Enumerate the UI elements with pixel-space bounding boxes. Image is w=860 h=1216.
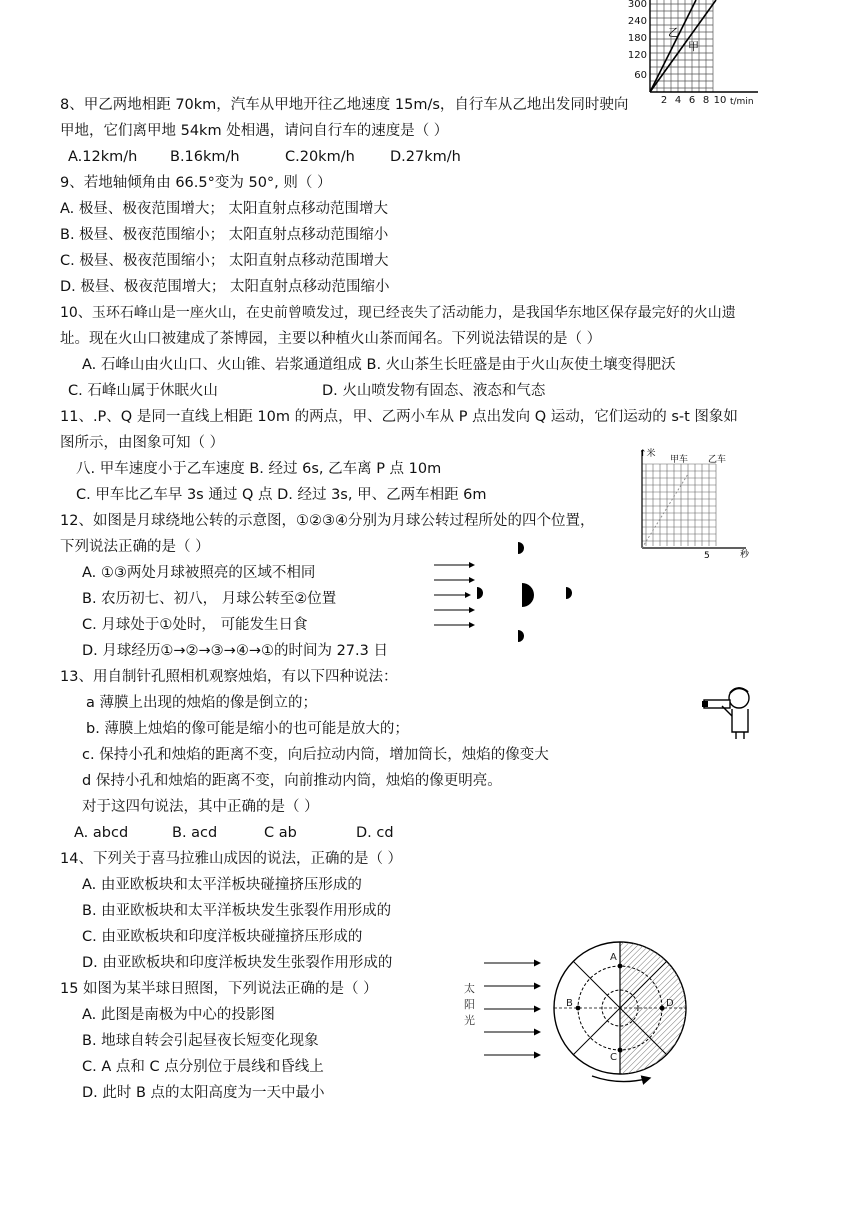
q15-sunlight-label-3: 光 [464,1014,475,1027]
q15-sunlight-diagram [460,936,700,1088]
q15-sunlight-label-2: 阳 [464,998,475,1011]
q13-statement-b: b. 薄膜上烛焰的像可能是缩小的也可能是放大的； [86,721,409,737]
q10-option-c: C. 石峰山属于休眠火山 [68,383,218,399]
q14-stem: 14、下列关于喜马拉雅山成因的说法，正确的是（ ） [60,851,403,867]
q13-statement-c: c. 保持小孔和烛焰的距离不变，向后拉动内筒，增加筒长，烛焰的像变大 [82,747,549,763]
q10-stem-line-2: 址。现在火山口被建成了茶博园，主要以种植火山茶而闻名。下列说法错误的是（ ） [60,331,602,347]
q11-stem-line-2: 图所示，由图象可知（ ） [60,435,225,451]
q12-moon-left [477,587,483,599]
q11-stem-line-1: 11、.P、Q 是同一直线上相距 10m 的两点，甲、乙两小车从 P 点出发向 Q 运动，它们运动的 s-t 图象如 [60,409,738,425]
q15-option-a: A. 此图是南极为中心的投影图 [82,1007,275,1023]
q8-option-c: C.20km/h [285,149,355,165]
q12-option-a: A. ①③两处月球被照亮的区域不相同 [82,565,316,581]
q11-y-unit: ↑米 [639,449,656,459]
q9-stem: 9、若地轴倾角由 66.5°变为 50°, 则（ ） [60,175,332,191]
q13-statement-d: d 保持小孔和烛焰的距离不变，向前推动内筒，烛焰的像更明亮。 [82,773,502,789]
q8-x-tick: 8 [702,95,710,106]
q8-option-b: B.16km/h [170,149,240,165]
q13-option-d: D. cd [356,825,394,841]
q9-option-c: C. 极昼、极夜范围缩小； 太阳直射点移动范围增大 [60,253,389,269]
q14-option-b: B. 由亚欧板块和太平洋板块发生张裂作用形成的 [82,903,392,919]
q8-option-d: D.27km/h [390,149,461,165]
q13-pinhole-camera-person-illustration [702,684,756,740]
q12-moon-bottom [518,630,524,642]
q8-st-graph [616,0,760,108]
q15-option-d: D. 此时 B 点的太阳高度为一天中最小 [82,1085,325,1101]
q8-label-yi: 乙 [668,26,679,39]
q10-stem-line-1: 10、玉环石峰山是一座火山，在史前曾喷发过，现已经丧失了活动能力，是我国华东地区保存最完好的火山遗 [60,305,736,321]
q11-label-jia: 甲车 [670,455,689,465]
q12-moon-orbit-diagram [430,536,580,648]
q11-x-tick: 5 [704,551,710,561]
q10-option-ab: A. 石峰山由火山口、火山锥、岩浆通道组成 B. 火山茶生长旺盛是由于火山灰使土壤变得肥沃 [82,357,676,373]
q15-point-d: D [666,998,674,1009]
q8-x-tick: 4 [674,95,682,106]
q11-x-unit: 秒 [740,550,750,560]
q8-y-tick: 60 [634,70,647,81]
q12-option-c: C. 月球处于①处时， 可能发生日食 [82,617,308,633]
q15-point-b: B [566,998,573,1009]
q12-option-d: D. 月球经历①→②→③→④→①的时间为 27.3 日 [82,643,388,659]
q15-option-c: C. A 点和 C 点分别位于晨线和昏线上 [82,1059,324,1075]
q13-prompt: 对于这四句说法，其中正确的是（ ） [82,799,319,815]
q8-x-tick: 6 [688,95,696,106]
q8-stem-line-2: 甲地，它们离甲地 54km 处相遇，请问自行车的速度是（ ） [60,123,449,139]
q13-option-b: B. acd [172,825,218,841]
q8-y-tick: 300 [627,0,647,10]
q8-x-unit: t/min [730,97,754,107]
q8-y-tick: 180 [627,33,647,44]
q12-stem-line-1: 12、如图是月球绕地公转的示意图，①②③④分别为月球公转过程所处的四个位置， [60,513,595,529]
q14-option-d: D. 由亚欧板块和印度洋板块发生张裂作用形成的 [82,955,393,971]
q12-stem-line-2: 下列说法正确的是（ ） [60,539,210,555]
q14-option-a: A. 由亚欧板块和太平洋板块碰撞挤压形成的 [82,877,362,893]
q9-option-d: D. 极昼、极夜范围增大； 太阳直射点移动范围缩小 [60,279,390,295]
q9-option-b: B. 极昼、极夜范围缩小； 太阳直射点移动范围缩小 [60,227,389,243]
q8-stem-line-1: 8、甲乙两地相距 70km，汽车从甲地开往乙地速度 15m/s，自行车从乙地出发同时驶向 [60,97,629,113]
q13-option-c: C ab [264,825,297,841]
q12-option-b: B. 农历初七、初八， 月球公转至②位置 [82,591,337,607]
q11-st-graph [636,444,760,564]
q15-sunlight-label-1: 太 [464,982,475,995]
q15-point-c: C [610,1052,617,1063]
q8-y-tick: 120 [627,50,647,61]
q10-option-d: D. 火山喷发物有固态、液态和气态 [322,383,546,399]
q8-x-tick: 2 [660,95,668,106]
q8-y-tick: 240 [627,16,647,27]
q8-x-tick: 10 [713,95,727,106]
q15-stem: 15 如图为某半球日照图，下列说法正确的是（ ） [60,981,378,997]
q12-moon-right [566,587,572,599]
q11-option-ab: 八. 甲车速度小于乙车速度 B. 经过 6s, 乙车离 P 点 10m [76,461,442,477]
q12-moon-top [518,542,524,554]
q13-stem: 13、用自制针孔照相机观察烛焰，有以下四种说法： [60,669,398,685]
q13-statement-a: a 薄膜上出现的烛焰的像是倒立的； [86,695,317,711]
q15-option-b: B. 地球自转会引起昼夜长短变化现象 [82,1033,319,1049]
q13-option-a: A. abcd [74,825,129,841]
q9-option-a: A. 极昼、极夜范围增大； 太阳直射点移动范围增大 [60,201,388,217]
q12-earth [522,583,534,607]
q14-option-c: C. 由亚欧板块和印度洋板块碰撞挤压形成的 [82,929,363,945]
q15-point-a: A [610,952,617,963]
q8-label-jia: 甲 [688,40,699,53]
q8-option-a: A.12km/h [68,149,138,165]
q11-label-yi: 乙车 [708,455,727,465]
q11-option-cd: C. 甲车比乙车早 3s 通过 Q 点 D. 经过 3s, 甲、乙两车相距 6m [76,487,487,503]
